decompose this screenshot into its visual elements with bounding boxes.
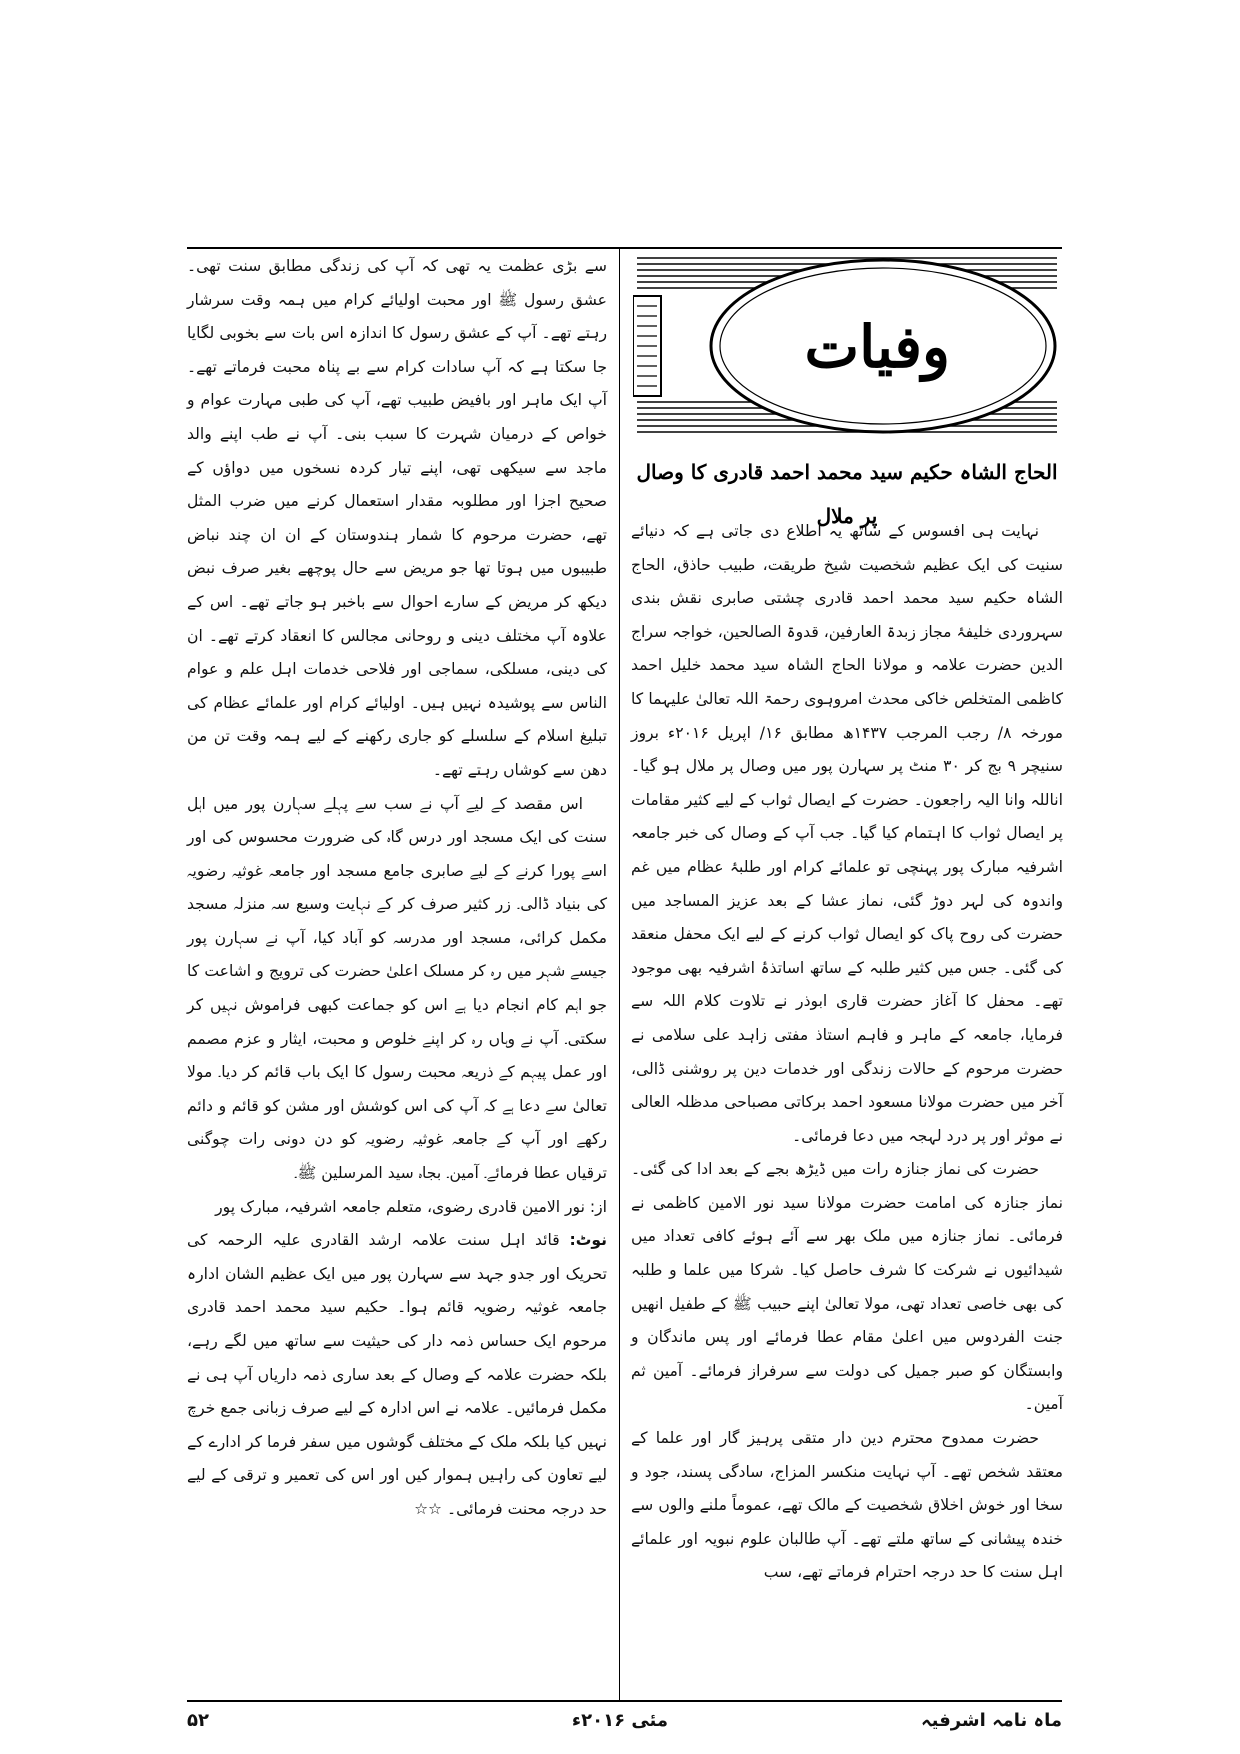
top-rule bbox=[187, 247, 1062, 249]
right-column bbox=[631, 515, 1063, 1590]
banner-title: وفیات bbox=[804, 313, 950, 381]
bottom-rule bbox=[187, 1700, 1062, 1702]
footer-date: مئی ۲۰۱۶ء bbox=[571, 1710, 669, 1731]
paragraph: اس مقصد کے لیے آپ نے سب سے پہلے سہارن پور میں اہل سنت کی ایک مسجد اور درس گاہ کی ضرورت محسوس کی اور اسے پورا کرنے کے لیے صابری جامع مسجد اور جامعہ غوثیہ رضویہ کی بنیاد ڈالی۔ زر کثیر صرف کر کے نہایت وسیع سہ منزلہ مسجد مکمل کرائی، مسجد اور مدرسہ کو آباد کیا، آپ نے سہارن پور جیسے شہر میں رہ کر مسلک اعلیٰ حضرت کی ترویج و اشاعت کا جو اہم کام انجام دیا ہے اس کو جماعت کبھی فراموش نہیں کر سکتی۔ آپ نے وہاں رہ کر اپنے خلوص و محبت، ایثار و عزم مصمم اور عمل پیہم کے ذریعہ محبت رسول کا ایک باب قائم کر دیا۔ مولا تعالیٰ سے دعا ہے کہ آپ کی اس کوشش اور مشن کو قائم و دائم رکھے اور آپ کے جامعہ غوثیہ رضویہ کو دن دونی رات چوگنی ترقیاں عطا فرمائے۔ آمین۔ بجاہ سید المرسلین ﷺ۔ bbox=[187, 794, 607, 1183]
article-headline: الحاج الشاہ حکیم سید محمد احمد قادری کا وصال پر ملال bbox=[636, 460, 1058, 528]
paragraph: حضرت ممدوح محترم دین دار متقی پرہیز گار اور علما کے معتقد شخص تھے۔ آپ نہایت منکسر المزاج، سادگی پسند، جود و سخا اور خوش اخلاق شخصیت کے مالک تھے، عموماً ملنے والوں سے خندہ پیشانی کے ساتھ ملتے تھے۔ آپ طالبان علوم نبویہ اور علمائے اہل سنت کا حد درجہ احترام فرماتے تھے، سب bbox=[631, 1429, 1063, 1582]
footer-magazine-name: ماہ نامہ اشرفیہ bbox=[921, 1710, 1062, 1731]
paragraph: سے بڑی عظمت یہ تھی کہ آپ کی زندگی مطابق سنت تھی۔ عشق رسول ﷺ اور محبت اولیائے کرام میں ہمہ وقت سرشار رہتے تھے۔ آپ کے عشق رسول کا اندازہ اس بات سے بخوبی لگایا جا سکتا ہے کہ آپ سادات کرام سے بے پناہ محبت فرماتے تھے۔ آپ ایک ماہر اور بافیض طبیب تھے، آپ کی طبی مہارت عوام و خواص کے درمیان شہرت کا سبب بنی۔ آپ نے طب اپنے والد ماجد سے سیکھی تھی، اپنے تیار کردہ نسخوں میں دواؤں کے صحیح اجزا اور مطلوبہ مقدار استعمال کرنے میں ضرب المثل تھے، حضرت مرحوم کا شمار ہندوستان کے ان ان چند نباض طبیبوں میں ہوتا تھا جو مریض سے حال پوچھے بغیر صرف نبض دیکھ کر مریض کے سارے احوال سے باخبر ہو جاتے تھے۔ اس کے علاوہ آپ مختلف دینی و روحانی مجالس کا انعقاد کرتے تھے۔ ان کی دینی، مسلکی، سماجی اور فلاحی خدمات اہل علم و عوام الناس سے پوشیدہ نہیں ہیں۔ اولیائے کرام اور علمائے عظام کی تبلیغ اسلام کے سلسلے کو جاری رکھنے کے لیے ہمہ وقت تن من دھن سے کوشاں رہتے تھے۔ bbox=[187, 257, 607, 779]
page-number: ۵۲ bbox=[187, 1710, 209, 1731]
note-label: نوٹ: bbox=[569, 1231, 607, 1250]
paragraph: حضرت کی نماز جنازہ رات میں ڈیڑھ بجے کے بعد ادا کی گئی۔ نماز جنازہ کی امامت حضرت مولانا سید نور الامین کاظمی نے فرمائی۔ نماز جنازہ میں ملک بھر سے آئے ہوئے کافی تعداد میں شیدائیوں نے شرکت کا شرف حاصل کیا۔ شرکا میں علما و طلبہ کی بھی خاصی تعداد تھی، مولا تعالیٰ اپنے حبیب ﷺ کے طفیل انھیں جنت الفردوس میں اعلیٰ مقام عطا فرمائے اور پس ماندگان و وابستگان کو صبر جمیل کی دولت سے سرفراز فرمائے۔ آمین ثم آمین۔ bbox=[631, 1160, 1063, 1414]
note-text: قائد اہل سنت علامہ ارشد القادری علیہ الرحمہ کی تحریک اور جدو جہد سے سہارن پور میں ایک عظیم الشان ادارہ جامعہ غوثیہ رضویہ قائم ہوا۔ حکیم سید محمد احمد قادری مرحوم ایک حساس ذمہ دار کی حیثیت سے ساتھ میں لگے رہے، بلکہ حضرت علامہ کے وصال کے بعد ساری ذمہ داریاں آپ ہی نے مکمل فرمائیں۔ علامہ نے اس ادارہ کے لیے صرف زبانی جمع خرچ نہیں کیا بلکہ ملک کے مختلف گوشوں میں سفر فرما کر ادارے کے لیے تعاون کی راہیں ہموار کیں اور اس کی تعمیر و ترقی کے لیے حد درجہ محنت فرمائی۔ ☆☆ bbox=[187, 1231, 607, 1518]
column-divider bbox=[619, 249, 620, 1700]
paragraph: نہایت ہی افسوس کے ساتھ یہ اطلاع دی جاتی ہے کہ دنیائے سنیت کی ایک عظیم شخصیت شیخ طریقت، طبیب حاذق، الحاج الشاہ حکیم سید محمد احمد قادری چشتی صابری نقش بندی سہروردی خلیفۂ مجاز زبدۃ العارفین، قدوۃ الصالحین، خواجہ سراج الدین حضرت علامہ و مولانا الحاج الشاہ سید محمد خلیل احمد کاظمی المتخلص خاکی محدث امروہوی رحمۃ اللہ تعالیٰ علیہما کا مورخہ ۸/ رجب المرجب ۱۴۳۷ھ مطابق ۱۶/ اپریل ۲۰۱۶ء بروز سنیچر ۹ بج کر ۳۰ منٹ پر سہارن پور میں وصال پر ملال ہو گیا۔ اناللہ وانا الیہ راجعون۔ حضرت کے ایصال ثواب کے لیے کثیر مقامات پر ایصال ثواب کا اہتمام کیا گیا۔ جب آپ کے وصال کی خبر جامعہ اشرفیہ مبارک پور پہنچی تو علمائے کرام اور طلبۂ عظام میں غم واندوہ کی لہر دوڑ گئی، نماز عشا کے بعد عزیز المساجد میں حضرت کی روح پاک کو ایصال ثواب کرنے کے لیے ایک محفل منعقد کی گئی۔ جس میں کثیر طلبہ کے ساتھ اساتذۂ اشرفیہ بھی موجود تھے۔ محفل کا آغاز حضرت قاری ابوذر نے تلاوت کلام اللہ سے فرمایا، جامعہ کے ماہر و فاہم استاذ مفتی زاہد علی سلامی نے حضرت مرحوم کے حالات زندگی اور خدمات دین پر روشنی ڈالی، آخر میں حضرت مولانا مسعود احمد برکاتی مصباحی مدظلہ العالی نے موثر اور پر درد لہجہ میں دعا فرمائی۔ bbox=[630, 522, 1064, 1145]
left-column bbox=[187, 250, 607, 1527]
author-line: از: نور الامین قادری رضوی، متعلم جامعہ اشرفیہ، مبارک پور bbox=[215, 1197, 607, 1216]
note bbox=[187, 1224, 607, 1526]
